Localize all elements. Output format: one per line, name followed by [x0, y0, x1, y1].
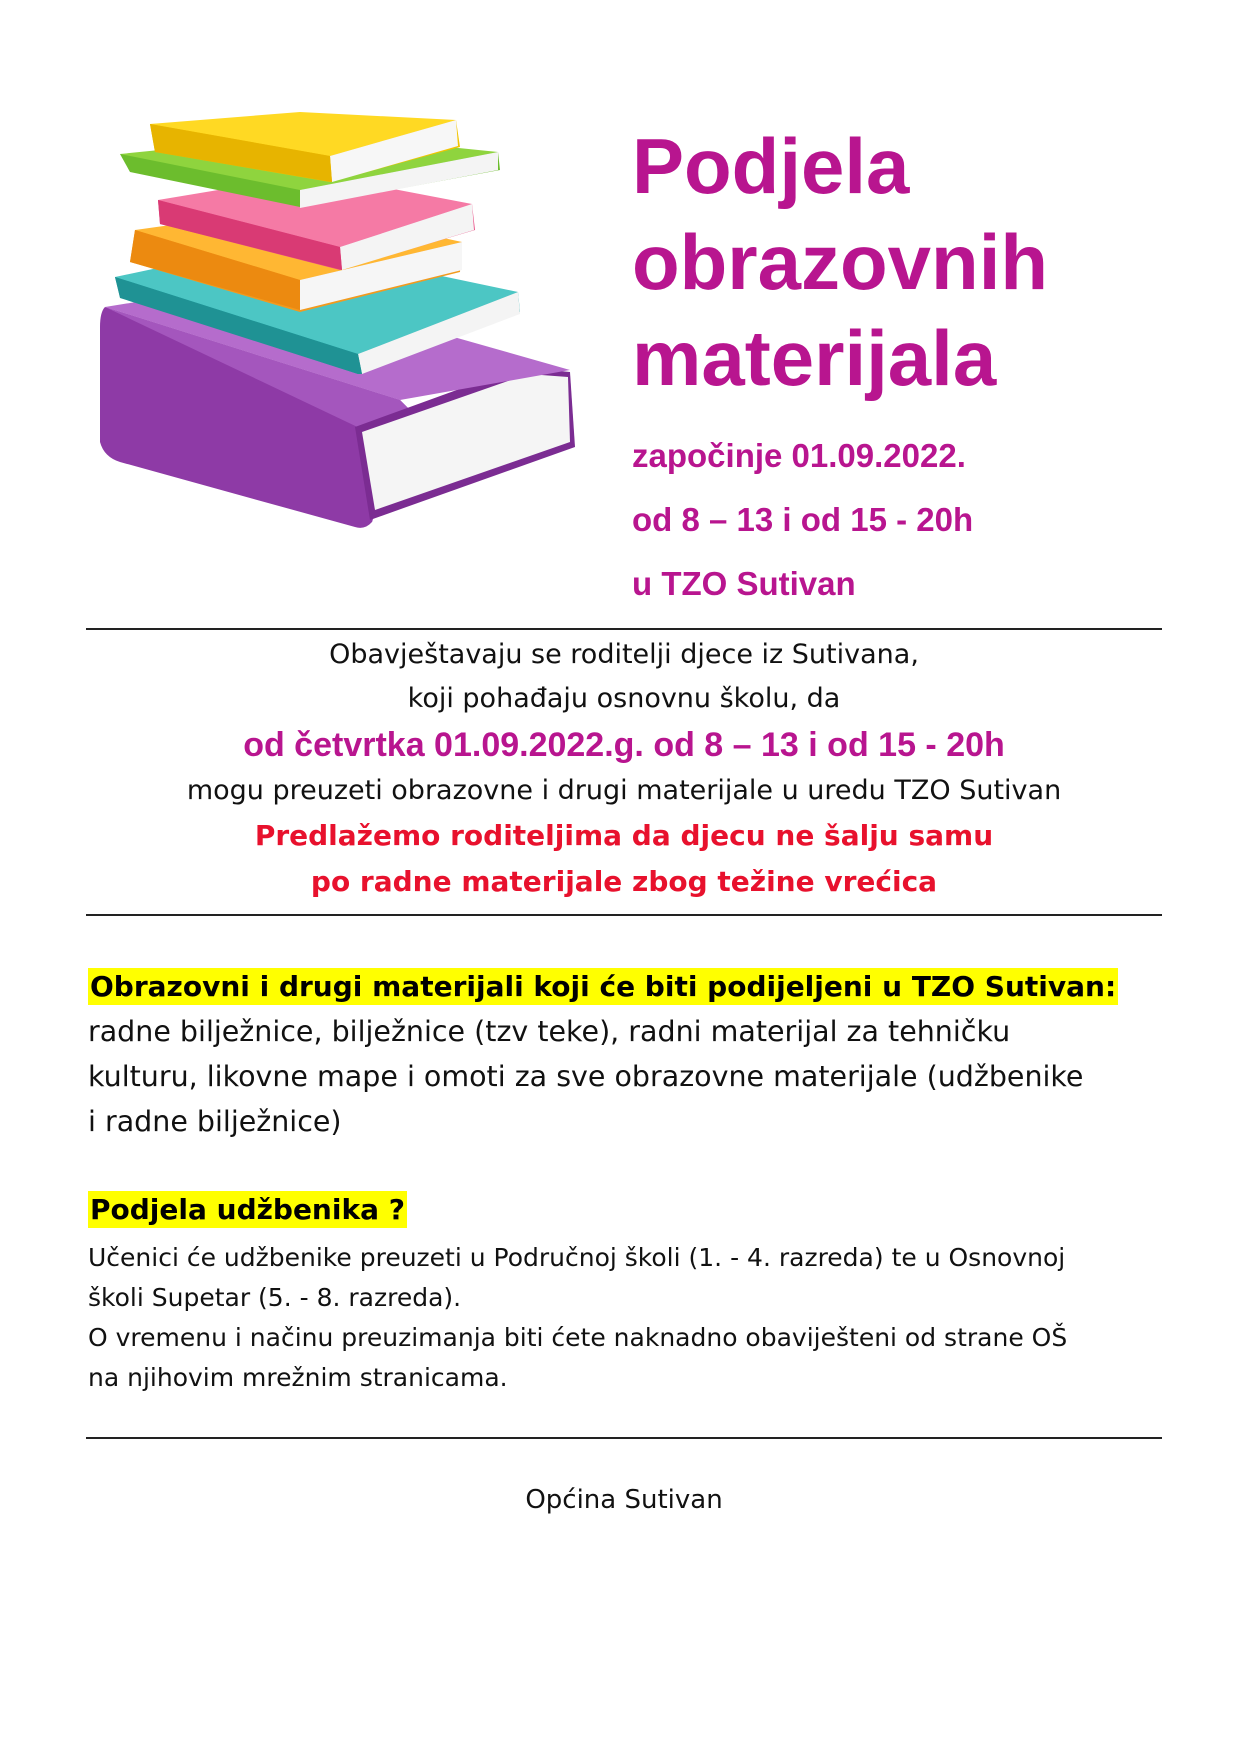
textbooks-heading: Podjela udžbenika ?: [90, 1193, 405, 1226]
signature: Općina Sutivan: [525, 1485, 723, 1515]
title-line-2: obrazovnih: [632, 218, 1049, 306]
title-line-1: Podjela: [632, 122, 910, 210]
notice-line-3: mogu preuzeti obrazovne i drugi materijale u uredu TZO Sutivan: [186, 775, 1062, 806]
opening-hours: od 8 – 13 i od 15 - 20h: [632, 501, 974, 538]
location: u TZO Sutivan: [632, 565, 856, 602]
notice-warning-2: po radne materijale zbog težine vrećica: [310, 865, 938, 898]
materials-line-2: kulturu, likovne mape i omoti za sve obrazovne materijale (udžbenike: [88, 1060, 1084, 1093]
materials-section: [88, 965, 1168, 1144]
title-block: [632, 118, 1192, 616]
notice-highlight: od četvrtka 01.09.2022.g. od 8 – 13 i od 15 - 20h: [243, 726, 1005, 764]
notice-line-1: Obavještavaju se roditelji djece iz Sutivana,: [329, 639, 919, 670]
divider-top: [86, 628, 1162, 630]
notice-warning-1: Predlažemo roditeljima da djecu ne šalju samu: [254, 819, 994, 852]
materials-heading: Obrazovni i drugi materijali koji će biti podijeljeni u TZO Sutivan:: [90, 970, 1117, 1003]
materials-line-1: radne bilježnice, bilježnice (tzv teke), radni materijal za tehničku: [88, 1015, 1011, 1048]
stack-of-books-icon: [100, 112, 600, 542]
textbooks-line-4: na njihovim mrežnim stranicama.: [88, 1363, 508, 1392]
divider-middle: [86, 914, 1162, 916]
textbooks-line-3: O vremenu i načinu preuzimanja biti ćete naknadno obaviješteni od strane OŠ: [88, 1323, 1068, 1352]
textbooks-line-2: školi Supetar (5. - 8. razreda).: [88, 1283, 462, 1312]
materials-line-3: i radne bilježnice): [88, 1105, 342, 1138]
textbooks-section: [88, 1188, 1168, 1398]
title-line-3: materijala: [632, 314, 997, 402]
notice-line-2: koji pohađaju osnovnu školu, da: [407, 683, 841, 714]
textbooks-line-1: Učenici će udžbenike preuzeti u Područnoj školi (1. - 4. razreda) te u Osnovnoj: [88, 1243, 1066, 1272]
divider-bottom: [86, 1437, 1162, 1439]
notice: [86, 633, 1162, 905]
start-date: započinje 01.09.2022.: [632, 437, 966, 474]
